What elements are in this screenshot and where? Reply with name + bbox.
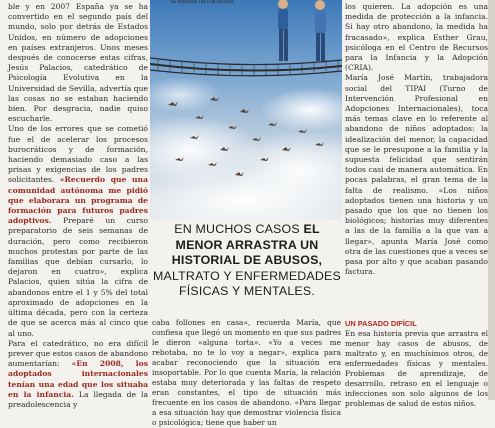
page-binding-edge: [488, 0, 495, 400]
left-paragraph-3-end: La llegada de la preadolescencia y: [8, 389, 148, 409]
right-paragraph-1: los quieren. La adopción es una medida de protección a la infancia. Si hay otro abandono, la medida ha fracasado», explica Esther Grau, psicóloga en el Centro de Recursos para la Infancia y la Adopción (CRIA).: [345, 2, 488, 73]
middle-text-column: [152, 318, 341, 428]
pull-quote: [152, 222, 342, 300]
pull-quote-bold: EL MENOR ARRASTRA UN HISTORIAL DE ABUSOS,: [171, 222, 323, 267]
article-photo: [150, 0, 342, 220]
sky-bridge-illustration: [150, 0, 342, 220]
left-text-column: [8, 2, 148, 410]
right-paragraph-3: En esa historia previa que arrastra el menor hay casos de abusos, de maltrato y, en muchísimos otros, de enfermedades físicas y mentales. Problemas de aprendizaje, de desarrollo, retraso en el lenguaje o infecciones son solo algunos de los problemas de salud de estos niños.: [345, 329, 488, 408]
right-text-column: [345, 2, 488, 277]
section-heading: UN PASADO DIFÍCIL: [345, 319, 417, 328]
left-paragraph-3: [8, 339, 148, 410]
pull-quote-start: EN MUCHOS CASOS: [174, 222, 304, 236]
left-paragraph-2-end: Preparé un curso preparatorio de seis semanas de duración, pero como recibieron muchos protestas por parte de las familias que debían cursarlo, lo dejaron en cuatro», explica Palacios, quien sitúa la cifra de abandonos entre el 1 y 5% del total aproximado de adopciones en la última década, pero con la certeza de que se acerca más al cinco que al uno.: [8, 216, 148, 338]
photo-caption: la medida ha fracasado.: [171, 0, 236, 5]
left-paragraph-2: [8, 124, 148, 338]
left-paragraph-1: ble y en 2007 España ya se ha convertido en el segundo país del mundo, solo por detrás de Estados Unidos, en número de adopciones en países extranjeros. Unos meses después de conocerse estas cifras, Jesús Palacios, catedrático de Psicología Evolutiva en la Universidad de Sevilla, advertía que las cosas no se estaban haciendo bien. Por desgracia, nadie quiso escucharle.: [8, 2, 148, 124]
left-paragraph-3-start: Para el catedrático, no era difícil prever que estos casos de abandono aumentarían:: [8, 338, 148, 369]
left-paragraph-2-start: Uno de los errores que se cometió fue el de acelerar los procesos burocráticos y de formación, haciendo demasiado caso a las prisas y exigencias de los padres solicitantes.: [8, 124, 148, 185]
middle-paragraph: caba follones en casa», recuerda María, que confiesa que llegó un momento en que sus padres le dieron «alguna torta». «Yo a veces me rebotaba, no te lo voy a negar», explica para acabar reconociendo que la situación era insoportable. Por lo que cuenta María, la relación estaba muy deteriorada y las faltas de respeto eran constantes, el tipo de situación más frecuente en los casos de abandono. «Para llegar a esa situación hay que demostrar violencia física o psicológica; tiene que haber un: [152, 318, 341, 427]
pull-quote-end: MALTRATO Y ENFERMEDADES FÍSICAS Y MENTALES.: [153, 268, 341, 298]
right-text-column-lower: [345, 329, 488, 409]
right-paragraph-2: María José Martín, trabajadora social del TIPAI (Turno de Intervención Profesional en Adopciones Internacionales), toca más temas clave en lo referente al abandono de niños adoptados: la idealización del menor, la capacidad que se le presupone a la familia y la supuesta felicidad que sentirán todos casi de manera automática. En pocas palabras, el gran tema de la falta de realismo. «Los niños adoptados tienen una historia y un pasado que los que no tienen los biológicos; historias muy diferentes a las de la familia a la que van a llegar», apunta María José como otra de las cuestiones que a veces se pasa por alto y que acaban pasando factura.: [345, 73, 488, 277]
left-paragraph-2-highlight: «Recuerdo que una comunidad autónoma me pidió que elaborara un programa de formación para futuros padres adoptivos.: [8, 175, 148, 226]
left-paragraph-3-highlight: «En 2008, los adoptados internacionales tenían una edad que los situaba en la infancia.: [8, 359, 148, 399]
